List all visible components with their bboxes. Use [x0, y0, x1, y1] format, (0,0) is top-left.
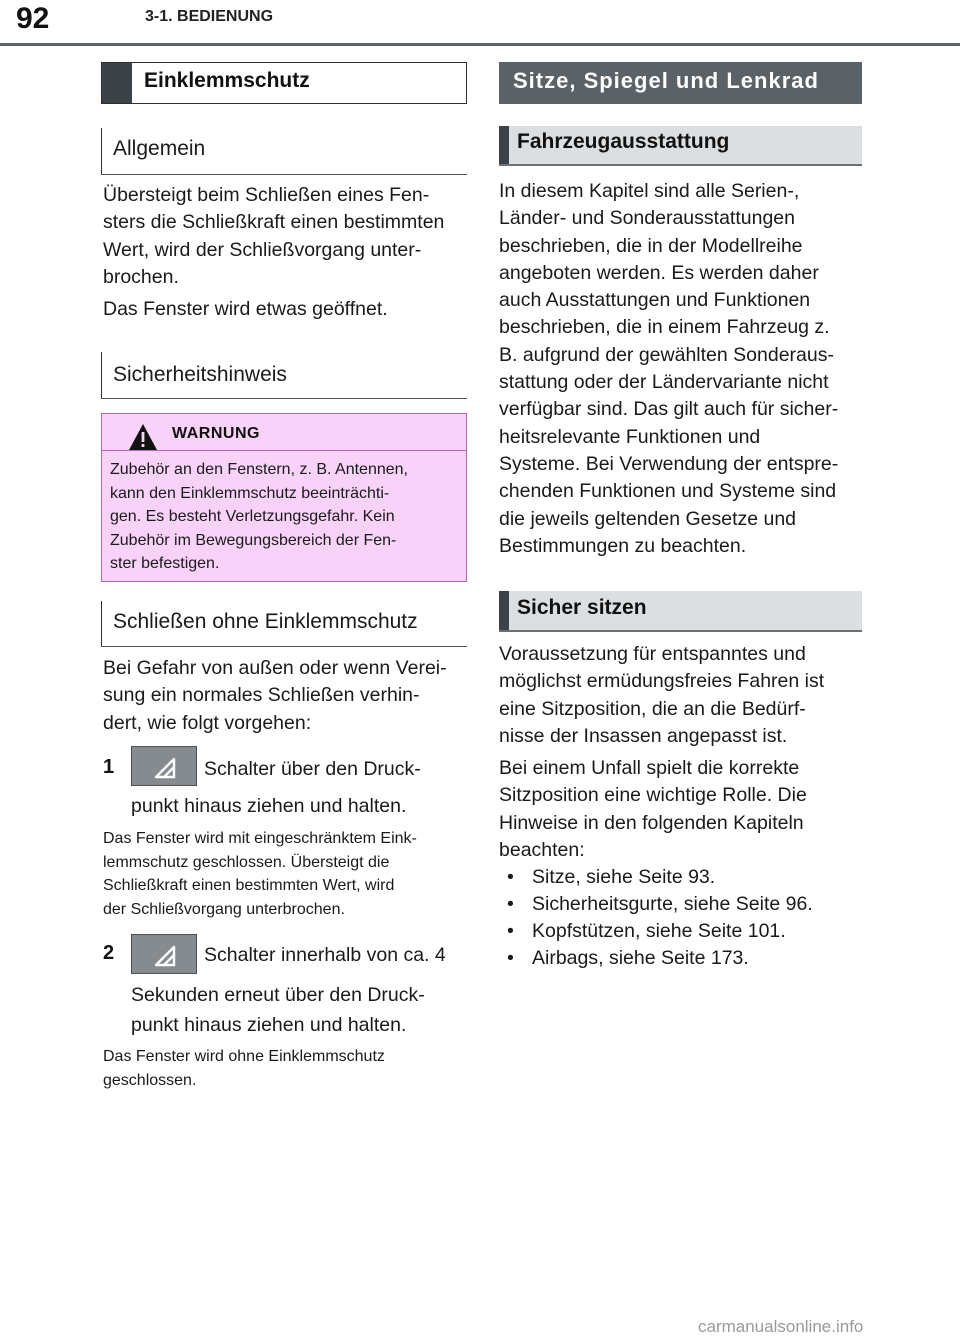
text-line: Schließkraft einen bestimmten Wert, wird	[103, 877, 395, 895]
text-line: verfügbar sind. Das gilt auch für sicher-	[499, 398, 839, 421]
warning-separator	[101, 450, 467, 451]
heading-einklemmschutz	[101, 62, 467, 104]
header-rule	[0, 43, 960, 46]
bullet-symbol: •	[507, 947, 514, 969]
text-line: heitsrelevante Funktionen und	[499, 425, 761, 448]
heading-accent-bar	[102, 63, 132, 103]
text-line: sung ein normales Schließen verhin-	[103, 684, 420, 707]
paragraph-general-note: Das Fenster wird etwas geöffnet.	[103, 298, 388, 320]
paragraph-closing-intro	[103, 655, 447, 737]
page-number: 92	[16, 2, 50, 35]
bullet-symbol: •	[507, 920, 514, 942]
window-switch-icon	[131, 934, 197, 974]
bullet-symbol: •	[507, 866, 514, 888]
step-1-continuation: punkt hinaus ziehen und halten.	[131, 795, 407, 817]
text-line: der Schließvorgang unterbrochen.	[103, 900, 345, 918]
heading-sicher-sitzen	[499, 591, 862, 632]
chapter-heading-text: Sitze, Spiegel und Lenkrad	[513, 68, 819, 93]
text-line: angeboten werden. Es werden daher	[499, 261, 819, 284]
text-line: kann den Einklemmschutz beeinträchti-	[110, 484, 390, 502]
window-switch-icon	[131, 746, 197, 786]
heading-accent-bar	[499, 126, 509, 164]
text-line: Wert, wird der Schließvorgang unter-	[103, 238, 422, 261]
subheading-safety	[101, 352, 467, 399]
text-line: auch Ausstattungen und Funktionen	[499, 289, 811, 312]
text-line: Voraussetzung für entspanntes und	[499, 643, 806, 665]
text-line: In diesem Kapitel sind alle Serien-,	[499, 180, 800, 202]
text-line: Übersteigt beim Schließen eines Fen-	[103, 184, 430, 206]
text-line: Das Fenster wird mit eingeschränktem Eink-	[103, 830, 417, 847]
text-line: Das Fenster wird ohne Einklemmschutz	[103, 1048, 385, 1065]
subheading-closing	[101, 601, 467, 647]
paragraph-equipment	[499, 178, 838, 560]
text-line: nisse der Insassen angepasst ist.	[499, 724, 788, 747]
text-line: lemmschutz geschlossen. Übersteigt die	[103, 853, 390, 871]
step-2-continuation	[131, 980, 425, 1040]
chapter-heading	[499, 62, 862, 104]
list-item-text: Airbags, siehe Seite 173.	[532, 947, 749, 969]
step-number: 1	[103, 756, 115, 778]
subheading-text: Sicherheitshinweis	[113, 363, 287, 386]
text-line: beschrieben, die in der Modellreihe	[499, 234, 803, 257]
text-line: Bei einem Unfall spielt die korrekte	[499, 757, 800, 779]
text-line: Bei Gefahr von außen oder wenn Verei-	[103, 657, 447, 679]
heading-text: Fahrzeugausstattung	[517, 130, 730, 153]
text-line: beschrieben, die in einem Fahrzeug z.	[499, 316, 830, 339]
text-line: Zubehör an den Fenstern, z. B. Antennen,	[110, 461, 408, 478]
heading-accent-bar	[499, 591, 509, 630]
list-item-text: Kopfstützen, siehe Seite 101.	[532, 920, 786, 942]
list-item-text: Sitze, siehe Seite 93.	[532, 866, 716, 888]
section-header: 3-1. BEDIENUNG	[145, 8, 274, 25]
step-number: 2	[103, 942, 115, 964]
watermark[interactable]: carmanualsonline.info	[698, 1317, 864, 1336]
text-line: Länder- und Sonderausstattungen	[499, 207, 795, 230]
text-line: stattung oder der Ländervariante nicht	[499, 371, 829, 394]
subheading-general	[101, 128, 467, 175]
text-line: Zubehör im Bewegungsbereich der Fen-	[110, 531, 397, 549]
text-line: punkt hinaus ziehen und halten.	[131, 1014, 407, 1036]
text-line: beachten:	[499, 838, 585, 861]
text-line: ster befestigen.	[110, 555, 220, 573]
text-line: geschlossen.	[103, 1071, 197, 1089]
text-line: die jeweils geltenden Gesetze und	[499, 507, 797, 530]
paragraph-general	[103, 182, 444, 291]
step-2-text: Schalter innerhalb von ca. 4	[204, 944, 446, 966]
subheading-text: Allgemein	[113, 137, 206, 160]
text-line: gen. Es besteht Verletzungsgefahr. Kein	[110, 508, 395, 526]
warning-title: WARNUNG	[172, 425, 260, 442]
text-line: möglichst ermüdungsfreies Fahren ist	[499, 670, 825, 693]
text-line: eine Sitzposition, die an die Bedürf-	[499, 697, 806, 720]
step-1-note	[103, 827, 417, 921]
bullet-symbol: •	[507, 893, 514, 915]
step-1-text: Schalter über den Druck-	[204, 758, 421, 780]
subheading-text: Schließen ohne Einklemmschutz	[113, 610, 418, 633]
text-line: dert, wie folgt vorgehen:	[103, 711, 312, 734]
heading-text: Sicher sitzen	[517, 596, 647, 619]
text-line: sters die Schließkraft einen bestimmten	[103, 211, 445, 234]
text-line: Sekunden erneut über den Druck-	[131, 984, 425, 1006]
text-line: Hinweise in den folgenden Kapiteln	[499, 811, 804, 834]
step-2-note	[103, 1045, 385, 1092]
text-line: chenden Funktionen und Systeme sind	[499, 480, 837, 503]
text-line: brochen.	[103, 265, 179, 288]
text-line: Systeme. Bei Verwendung der entspre-	[499, 452, 839, 475]
warning-text	[110, 458, 408, 576]
paragraph-seating-1	[499, 641, 824, 750]
text-line: B. aufgrund der gewählten Sonderaus-	[499, 343, 834, 366]
heading-fahrzeugausstattung	[499, 126, 862, 166]
heading-text: Einklemmschutz	[144, 69, 310, 92]
list-item-text: Sicherheitsgurte, siehe Seite 96.	[532, 893, 813, 915]
text-line: Bestimmungen zu beachten.	[499, 534, 747, 557]
text-line: Sitzposition eine wichtige Rolle. Die	[499, 784, 807, 807]
paragraph-seating-2	[499, 755, 807, 864]
warning-triangle-icon	[128, 423, 158, 451]
